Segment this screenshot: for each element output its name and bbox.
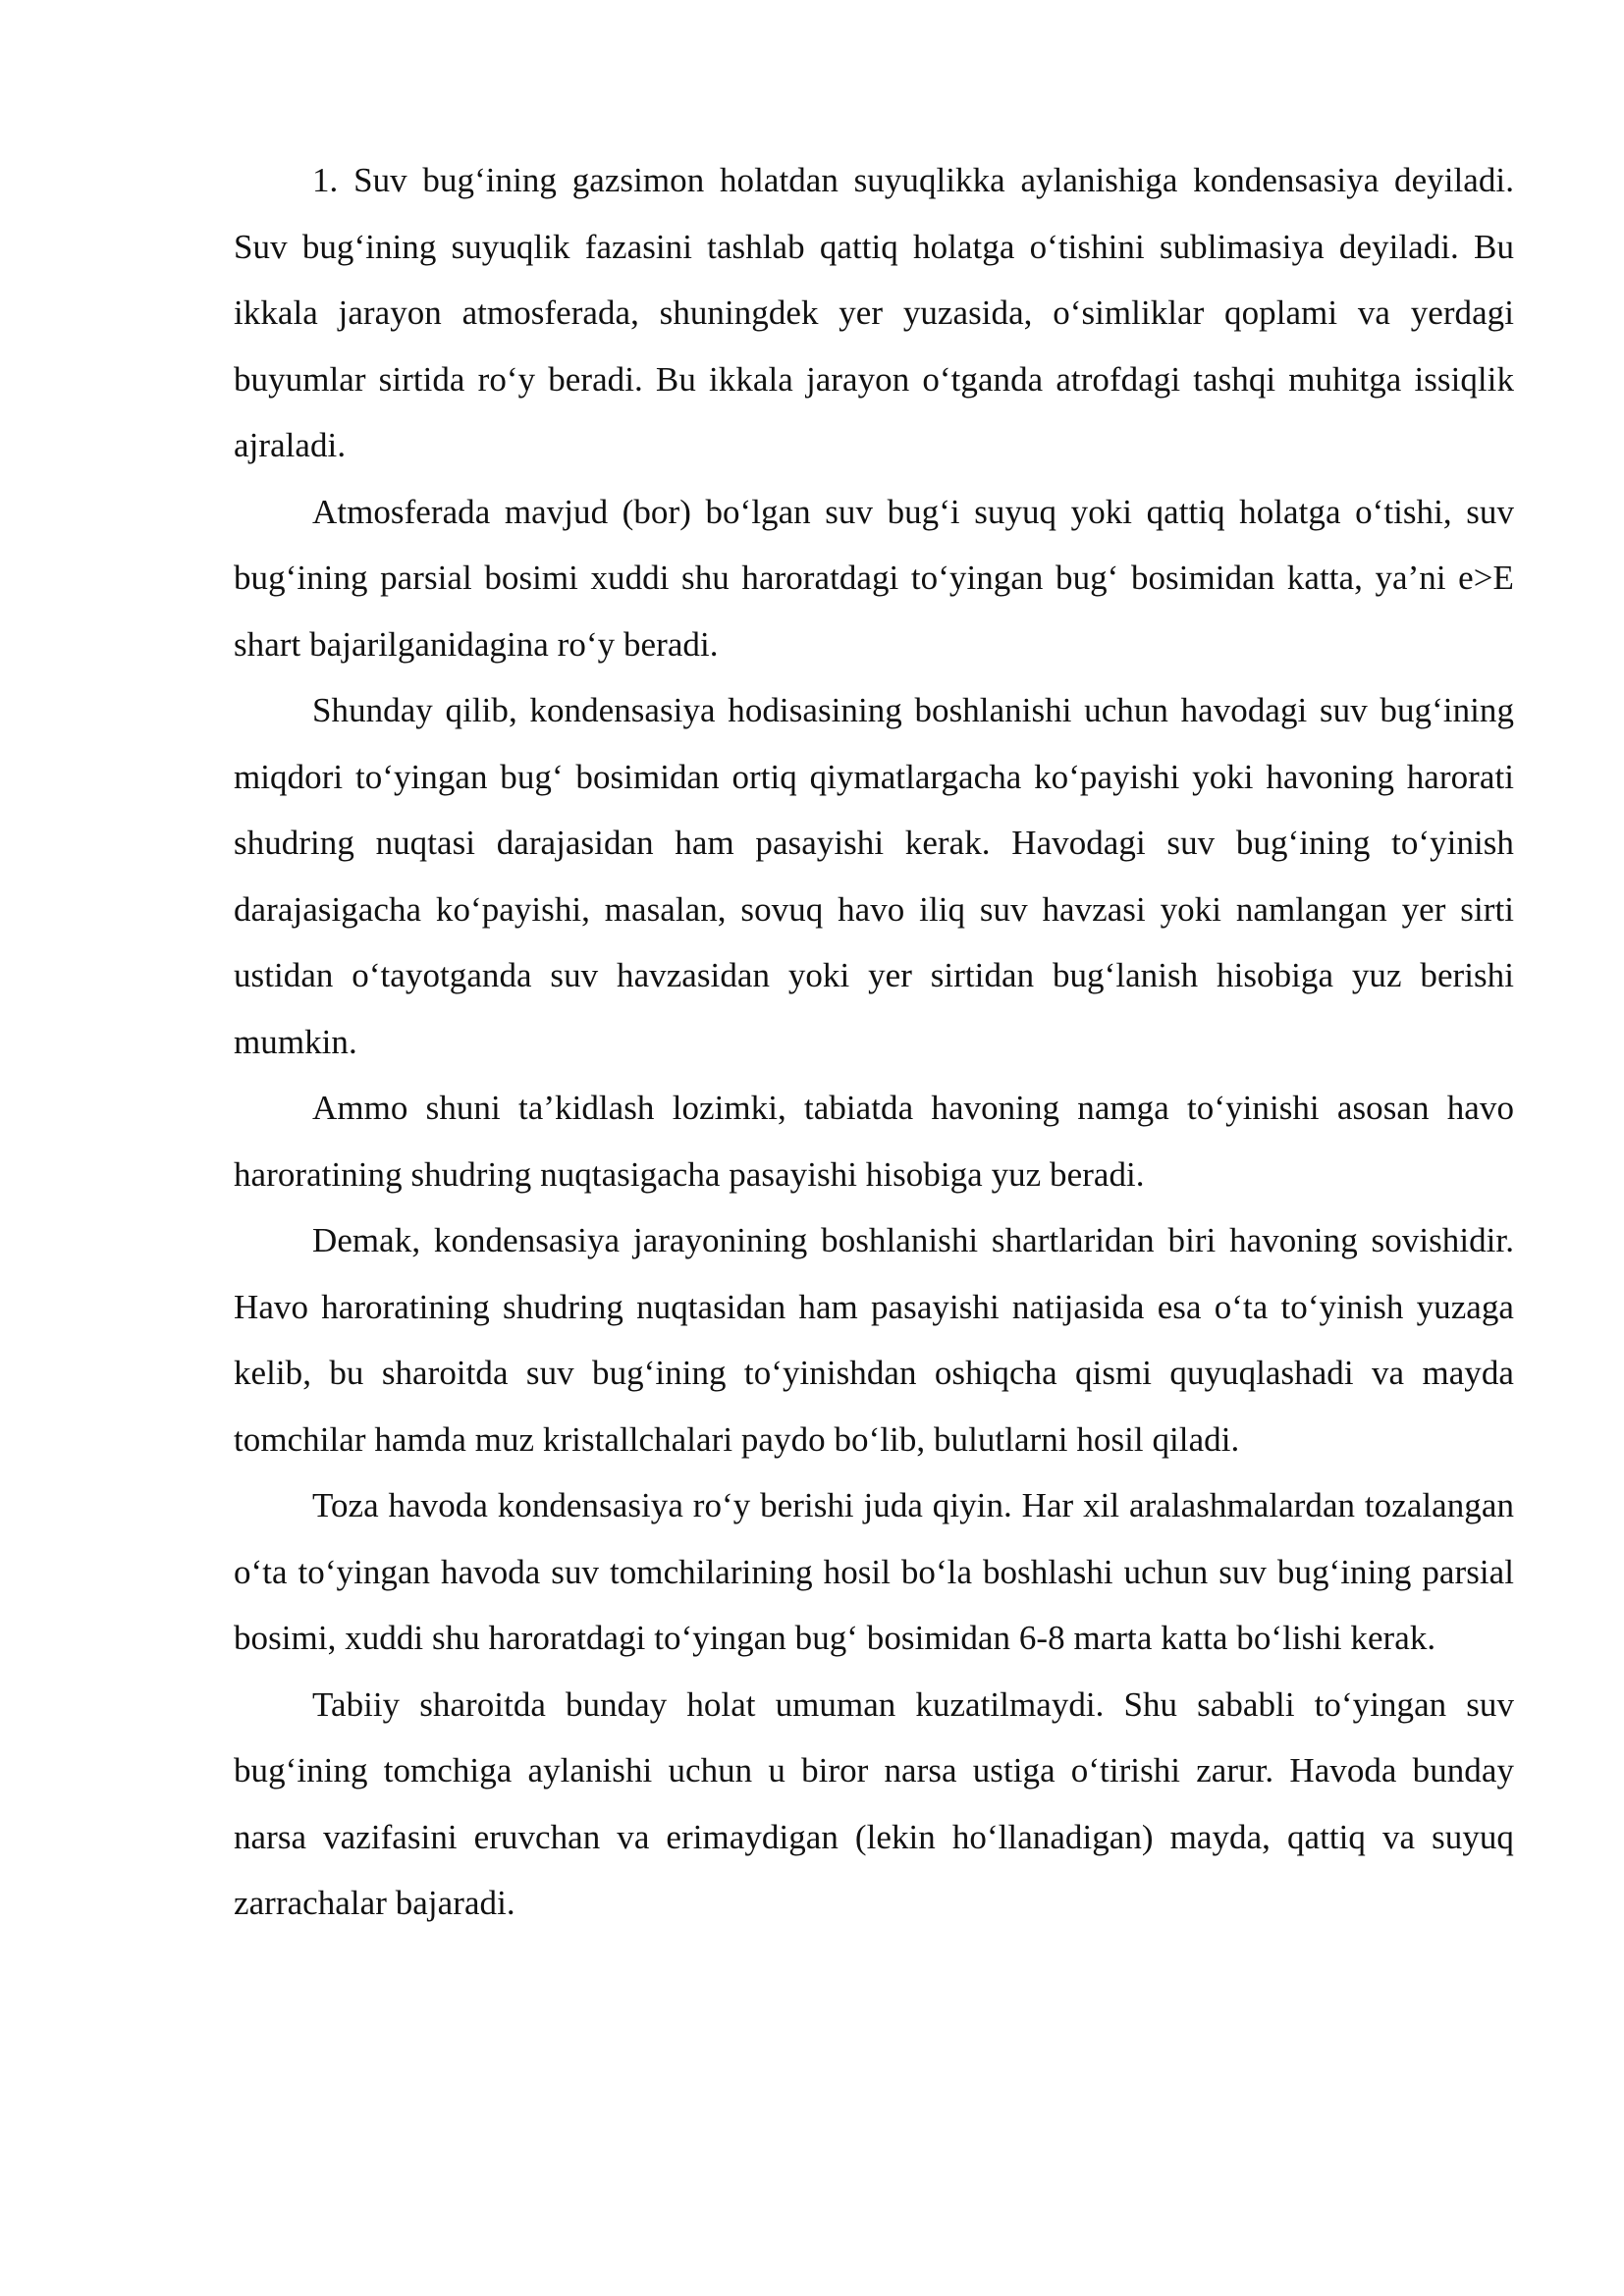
paragraph-saturation-by-cooling: Ammo shuni ta’kidlash lozimki, tabiatda havoning namga to‘yinishi asosan havo haroratining shudring nuqtasigacha pasayishi hisobiga yuz beradi. <box>234 1089 1514 1194</box>
paragraph-phase-transition-condition: Atmosferada mavjud (bor) bo‘lgan suv bug‘i suyuq yoki qattiq holatga o‘tishi, suv bug‘ining parsial bosimi xuddi shu haroratdagi to‘yingan bug‘ bosimidan katta, ya’ni e>E shart bajarilganidagina ro‘y beradi. <box>234 492 1514 664</box>
document-body <box>234 147 1514 1937</box>
paragraph-clean-air-condensation: Toza havoda kondensasiya ro‘y berishi juda qiyin. Har xil aralashmalardan tozalangan o‘ta to‘yingan havoda suv tomchilarining hosil bo‘la boshlashi uchun suv bug‘ining parsial bosimi, xuddi shu haroratdagi to‘yingan bug‘ bosimidan 6-8 marta katta bo‘lishi kerak. <box>234 1486 1514 1657</box>
paragraph-condensation-onset: Shunday qilib, kondensasiya hodisasining boshlanishi uchun havodagi suv bug‘ining miqdori to‘yingan bug‘ bosimidan ortiq qiymatlargacha ko‘payishi yoki havoning harorati shudring nuqtasi darajasidan ham pasayishi kerak. Havodagi suv bug‘ining to‘yinish darajasigacha ko‘payishi, masalan, sovuq havo iliq suv havzasi yoki namlangan yer sirti ustidan o‘tayotganda suv havzasidan yoki yer sirtidan bug‘lanish hisobiga yuz berishi mumkin. <box>234 691 1514 1061</box>
paragraph-cooling-condition: Demak, kondensasiya jarayonining boshlanishi shartlaridan biri havoning sovishidir. Havo haroratining shudring nuqtasidan ham pasayishi natijasida esa o‘ta to‘yinish yuzaga kelib, bu sharoitda suv bug‘ining to‘yinishdan oshiqcha qismi quyuqlashadi va mayda tomchilar hamda muz kristallchalari paydo bo‘lib, bulutlarni hosil qiladi. <box>234 1221 1514 1459</box>
paragraph-condensation-nuclei: Tabiiy sharoitda bunday holat umuman kuzatilmaydi. Shu sababli to‘yingan suv bug‘ining tomchiga aylanishi uchun u biror narsa ustiga o‘tirishi zarur. Havoda bunday narsa vazifasini eruvchan va erimaydigan (lekin ho‘llanadigan) mayda, qattiq va suyuq zarrachalar bajaradi. <box>234 1684 1514 1922</box>
paragraph-condensation-definition: 1. Suv bug‘ining gazsimon holatdan suyuqlikka aylanishiga kondensasiya deyiladi. Suv bug‘ining suyuqlik fazasini tashlab qattiq holatga o‘tishini sublimasiya deyiladi. Bu ikkala jarayon atmosferada, shuningdek yer yuzasida, o‘simliklar qoplami va yerdagi buyumlar sirtida ro‘y beradi. Bu ikkala jarayon o‘tganda atrofdagi tashqi muhitga issiqlik ajraladi. <box>234 161 1514 464</box>
